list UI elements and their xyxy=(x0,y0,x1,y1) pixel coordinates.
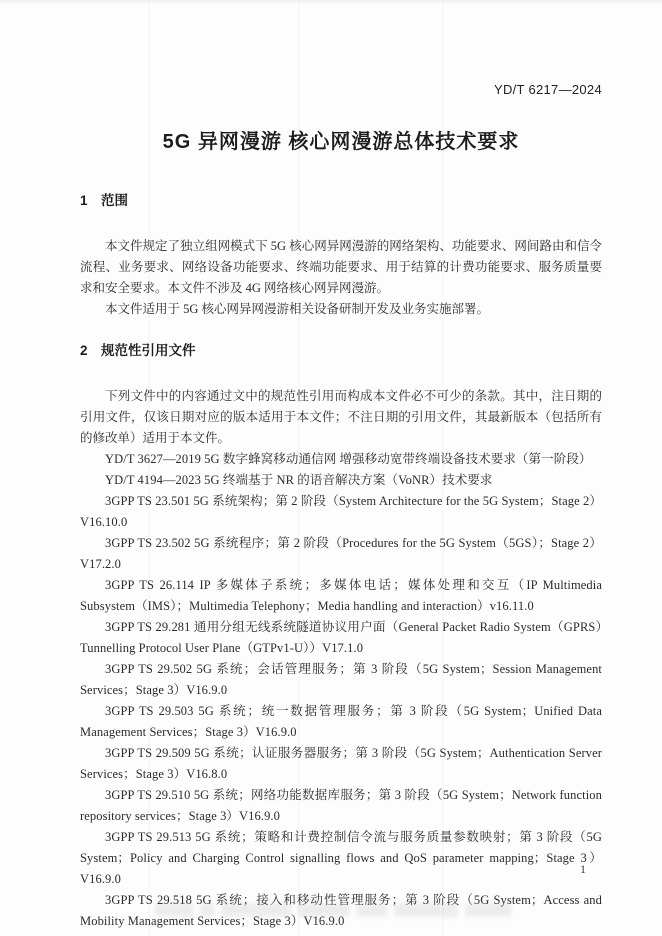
reference-item: 3GPP TS 23.501 5G 系统架构；第 2 阶段（System Architecture for the 5G System；Stage 2）V16.10.0 xyxy=(80,494,602,529)
section-scope-body xyxy=(80,236,602,320)
reference-item: 3GPP TS 26.114 IP 多媒体子系统；多媒体电话；媒体处理和交互（IP Multimedia Subsystem（IMS）；Multimedia Telephony；Media handling and interaction）v16.11.0 xyxy=(80,578,602,613)
reference-item: 3GPP TS 29.281 通用分组无线系统隧道协议用户面（General Packet Radio System（GPRS）Tunnelling Protocol User Plane（GTPv1-U））V17.1.0 xyxy=(80,620,602,655)
paragraph: 下列文件中的内容通过文中的规范性引用而构成本文件必不可少的条款。其中，注日期的引用文件，仅该日期对应的版本适用于本文件；不注日期的引用文件，其最新版本（包括所有的修改单）适用于本文件。 xyxy=(80,389,602,445)
page-number: 1 xyxy=(580,862,586,876)
reference-item: 3GPP TS 29.509 5G 系统；认证服务器服务；第 3 阶段（5G System；Authentication Server Services；Stage 3）V16.8.0 xyxy=(80,746,602,781)
reference-item: 3GPP TS 29.503 5G 系统；统一数据管理服务；第 3 阶段（5G System；Unified Data Management Services；Stage 3）V16.9.0 xyxy=(80,704,602,739)
section-references-body xyxy=(80,386,602,932)
reference-item: YD/T 4194—2023 5G 终端基于 NR 的语音解决方案（VoNR）技术要求 xyxy=(105,473,493,487)
reference-item: 3GPP TS 29.518 5G 系统；接入和移动性管理服务；第 3 阶段（5G System；Access and Mobility Management Services；Stage 3）V16.9.0 xyxy=(80,893,602,928)
paragraph: 本文件规定了独立组网模式下 5G 核心网异网漫游的网络架构、功能要求、网间路由和信令流程、业务要求、网络设备功能要求、终端功能要求、用于结算的计费功能要求、服务质量要求和安全要求。本文件不涉及 4G 网络核心网异网漫游。 xyxy=(80,239,602,295)
section-heading-normative-references: 2 规范性引用文件 xyxy=(80,343,196,358)
reference-item: 3GPP TS 29.510 5G 系统；网络功能数据库服务；第 3 阶段（5G System；Network function repository services；Stage 3）V16.9.0 xyxy=(80,788,602,823)
reference-item: 3GPP TS 23.502 5G 系统程序；第 2 阶段（Procedures for the 5G System（5GS）；Stage 2）V17.2.0 xyxy=(80,536,602,571)
reference-item: YD/T 3627—2019 5G 数字蜂窝移动通信网 增强移动宽带终端设备技术要求（第一阶段） xyxy=(105,452,592,466)
section-heading-scope: 1 范围 xyxy=(80,193,129,208)
reference-item: 3GPP TS 29.513 5G 系统；策略和计费控制信令流与服务质量参数映射；第 3 阶段（5G System；Policy and Charging Control signalling flows and QoS parameter mapping；Stage 3）V16.9.0 xyxy=(80,830,602,886)
reference-item: 3GPP TS 29.502 5G 系统；会话管理服务；第 3 阶段（5G System；Session Management Services；Stage 3）V16.9.0 xyxy=(80,662,602,697)
document-title: 5G 异网漫游 核心网漫游总体技术要求 xyxy=(162,131,520,153)
document-number: YD/T 6217—2024 xyxy=(493,82,602,97)
paragraph: 本文件适用于 5G 核心网异网漫游相关设备研制开发及业务实施部署。 xyxy=(105,302,490,316)
